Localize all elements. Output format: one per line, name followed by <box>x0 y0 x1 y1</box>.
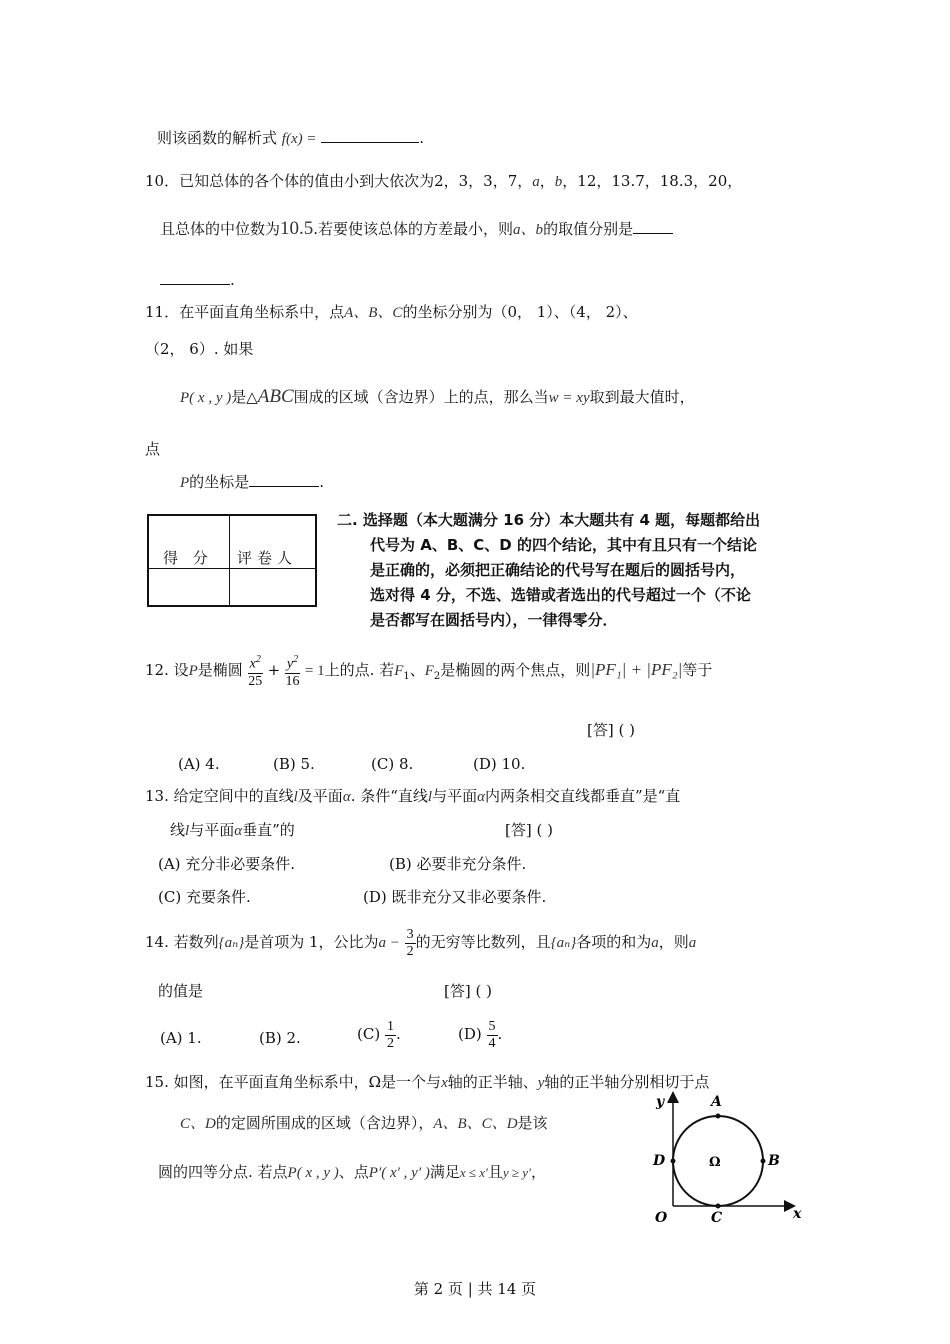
q13-alpha: α <box>234 823 243 839</box>
q15-P: P( x , y ) <box>287 1165 339 1181</box>
grade-table-divider <box>229 516 230 605</box>
q11-P: P( x , y ) <box>180 390 232 406</box>
label-x: x <box>793 1206 802 1222</box>
q11-blank <box>249 472 319 487</box>
q15-x: x <box>441 1075 448 1091</box>
q14-option-c-end: . <box>395 1025 401 1043</box>
q12-den25: 25 <box>248 673 263 689</box>
q11-P2: P <box>180 475 190 491</box>
q14-an: {aₙ} <box>550 935 577 951</box>
q13-text2c: 垂直”的 <box>242 821 295 839</box>
q11-text3d: 取到最大值时， <box>589 388 695 406</box>
q14-option-d-label: (D) <box>458 1025 482 1043</box>
q13-answer: [答] ( ) <box>505 821 553 839</box>
q15-text3a: 圆的四等分点. 若点 <box>158 1163 288 1181</box>
q12-sup: 2 <box>255 654 261 666</box>
q14-option-c-label: (C) <box>357 1025 381 1043</box>
q10-text2b: .若要使该总体的方差最小，则 <box>313 220 514 238</box>
q12-pre: 12. 设 <box>145 661 189 679</box>
q15-text1a: 15. 如图，在平面直角坐标系中，Ω是一个与 <box>145 1073 442 1091</box>
q9-tail <box>157 128 424 149</box>
q14-mid3: 各项的和为 <box>576 933 652 951</box>
q14-option-d-end: . <box>497 1025 503 1043</box>
q14-frac <box>405 927 416 960</box>
q14-option-b: (B) 2. <box>259 1029 301 1047</box>
q13-text1c: . 条件“直线 <box>350 787 428 805</box>
q12-den16: 16 <box>285 673 300 689</box>
q15-text3d: 且 <box>487 1163 503 1181</box>
q12-sep: 、 <box>409 661 425 679</box>
q14-an: {aₙ} <box>218 935 245 951</box>
q11-text5b: 的坐标是 <box>189 473 250 491</box>
q10-rest: ，12，13.7，18.3，20， <box>562 172 743 190</box>
q14-answer: [答] ( ) <box>444 982 492 1000</box>
q15-line2 <box>180 1113 548 1134</box>
q9-end: . <box>419 129 425 147</box>
q15-line3 <box>158 1162 546 1183</box>
label-C: C <box>711 1210 723 1226</box>
q12-pf: |PF₁| + |PF₂| <box>590 660 683 679</box>
section2-line: 是否都写在圆括号内），一律得零分． <box>370 611 618 629</box>
q11-text4: 点 <box>145 440 161 458</box>
q10-b: b <box>554 174 563 190</box>
q10-text2a: 且总体的中位数为 <box>160 220 281 238</box>
q14-mid2: 的无穷等比数列，且 <box>415 933 551 951</box>
q11-line5 <box>180 472 324 493</box>
q14-option-c-num: 1 <box>386 1018 394 1034</box>
q12-option-d: (D) 10. <box>473 755 526 773</box>
q12-mid3: 是椭圆的两个焦点，则 <box>440 661 591 679</box>
label-B: B <box>768 1153 780 1169</box>
point-A <box>716 1114 721 1119</box>
q10-blank1 <box>633 219 673 234</box>
q14-option-c-frac <box>385 1019 396 1052</box>
q12-P: P <box>188 663 198 679</box>
q15-text3c: 满足 <box>429 1163 460 1181</box>
q15-text2b: 的定圆所围成的区域（含边界）， <box>215 1114 434 1132</box>
q14-option-c <box>357 1016 401 1052</box>
q13-l: l <box>293 789 298 805</box>
q12-mid: 是椭圆 <box>197 661 243 679</box>
q10-a: a <box>532 174 540 190</box>
q10-end: . <box>230 271 235 289</box>
q13-text1b: 及平面 <box>297 787 343 805</box>
q10-text2c: 的取值分别是 <box>543 220 634 238</box>
q10-text1: 10．已知总体的各个体的值由小到大依次为2，3，3，7， <box>145 172 533 190</box>
q14-ratio-a: a − <box>378 935 400 951</box>
label-A: A <box>711 1094 722 1110</box>
q9-text: 则该函数的解析式 <box>157 129 278 147</box>
q14-option-d-num: 5 <box>488 1018 496 1034</box>
q13-line2 <box>170 820 295 841</box>
q12-line1: 12. 设P是椭圆 $\frac{x^2}{25}$ + $\frac{y^2}{16}$ = 1上的点. 若$F_1$、$F_2$是椭圆的两个焦点，则|PF₁| + |PF₂|等于 <box>145 654 713 689</box>
q10-sep: ， <box>539 172 555 190</box>
grade-grader-label: 评卷人 <box>237 549 298 567</box>
section2-title <box>337 508 797 633</box>
q12-end: 等于 <box>682 661 713 679</box>
q13-text2a: 线 <box>170 821 186 839</box>
section2-line: 是正确的，必须把正确结论的代号写在题后的圆括号内， <box>370 561 746 579</box>
q15-line1 <box>145 1072 709 1093</box>
label-omega: Ω <box>709 1155 721 1170</box>
q15-text1c: 轴的正半轴分别相切于点 <box>544 1073 710 1091</box>
q12-frac-x <box>248 652 263 690</box>
q11-line3 <box>180 387 695 408</box>
q13-l: l <box>427 789 433 805</box>
q10-ab: a、b <box>513 222 544 238</box>
q13-text1e: 内两条相交直线都垂直”是“直 <box>484 787 681 805</box>
q11-line1 <box>145 302 638 323</box>
q9-blank <box>321 128 419 143</box>
q13-alpha: α <box>477 789 485 805</box>
q14-option-d-den: 4 <box>488 1035 496 1051</box>
grade-table-row-divider <box>149 568 315 569</box>
grade-table <box>147 514 317 607</box>
q14-a: a <box>688 935 697 951</box>
q12-sub1: 1 <box>403 671 410 682</box>
q14-option-c-den: 2 <box>386 1035 394 1051</box>
q15-text3e: ， <box>530 1163 546 1181</box>
label-O: O <box>655 1210 668 1226</box>
q12-F1: F <box>394 663 404 679</box>
page-footer: 第 2 页 | 共 14 页 <box>413 1280 537 1298</box>
grade-score-label: 得 分 <box>163 549 213 567</box>
q12-y: y <box>286 656 294 672</box>
q14-option-a: (A) 1. <box>160 1029 202 1047</box>
point-C <box>716 1204 721 1209</box>
circle-figure <box>645 1088 810 1228</box>
q10-median: 10.5 <box>280 218 314 239</box>
q12-x: x <box>249 656 256 672</box>
q12-option-b: (B) 5. <box>273 755 315 773</box>
q11-points: A、B、C <box>344 305 403 321</box>
q13-text1d: 与平面 <box>432 787 478 805</box>
q15-cond1: x ≤ x′ <box>459 1165 488 1180</box>
point-B <box>761 1159 766 1164</box>
q14-line2: 的值是 <box>158 982 204 1000</box>
q14-a: a <box>651 935 659 951</box>
q14-num: 3 <box>406 926 414 942</box>
label-D: D <box>653 1153 666 1169</box>
q9-fx: f(x) = <box>281 131 317 147</box>
q14-pre: 14. 若数列 <box>145 933 219 951</box>
q11-text2: （2， 6）. 如果 <box>145 340 254 358</box>
q11-wxy: w = xy <box>548 390 590 406</box>
q15-text3b: 、点 <box>338 1163 369 1181</box>
q11-text3b: 是△ <box>231 388 258 406</box>
q11-line2 <box>145 339 253 359</box>
q12-sup: 2 <box>293 654 299 666</box>
q10-line1 <box>145 171 742 192</box>
q12-sub2: 2 <box>433 671 441 682</box>
q15-y: y <box>537 1075 545 1091</box>
q14-mid: 是首项为 1，公比为 <box>244 933 379 951</box>
q13-text2b: 与平面 <box>189 821 235 839</box>
q13-line1 <box>145 786 680 807</box>
q14-mid4: ，则 <box>658 933 689 951</box>
point-D <box>671 1159 676 1164</box>
q11-text1b: 的坐标分别为（0， 1）、（4， 2）、 <box>402 303 638 321</box>
q11-text3c: 围成的区域（含边界）上的点，那么当 <box>293 388 549 406</box>
q15-text1b: 轴的正半轴、 <box>447 1073 538 1091</box>
q14-option-d <box>458 1016 502 1052</box>
q15-CD: C、D <box>180 1116 216 1132</box>
q13-alpha: α <box>342 789 351 805</box>
q13-option-a: (A) 充分非必要条件. <box>158 855 296 873</box>
q12-F2: F <box>424 663 434 679</box>
q13-l: l <box>185 823 190 839</box>
q10-blank2 <box>160 270 230 285</box>
q14-den: 2 <box>406 943 414 959</box>
q14-line1 <box>145 924 696 961</box>
q12-answer: [答] ( ) <box>587 721 635 739</box>
q10-line3 <box>160 270 235 290</box>
q12-option-c: (C) 8. <box>371 755 414 773</box>
q11-line4 <box>145 439 160 459</box>
q14-option-d-frac <box>487 1019 498 1052</box>
q13-option-c: (C) 充要条件. <box>158 888 251 906</box>
q13-text1a: 13. 给定空间中的直线 <box>145 787 294 805</box>
q12-mid2: 上的点. 若 <box>324 661 395 679</box>
q11-end: . <box>319 473 324 491</box>
q12-frac-y <box>285 652 300 690</box>
q12-eq: = 1 <box>304 663 325 679</box>
q13-option-b: (B) 必要非充分条件. <box>389 855 527 873</box>
section2-line: 二. 选择题（本大题满分 16 分）本大题共有 4 题，每题都给出 <box>337 511 761 529</box>
q15-ABCD: A、B、C、D <box>433 1116 518 1132</box>
q11-text1a: 11．在平面直角坐标系中，点 <box>145 303 345 321</box>
label-y: y <box>656 1094 665 1110</box>
q11-ABC: ABC <box>257 386 294 407</box>
q13-option-d: (D) 既非充分又非必要条件. <box>363 888 547 906</box>
section2-line: 选对得 4 分，不选、选错或者选出的代号超过一个（不论 <box>370 586 751 604</box>
q12-option-a: (A) 4. <box>178 755 220 773</box>
section2-line: 代号为 A、B、C、D 的四个结论，其中有且只有一个结论 <box>370 536 757 554</box>
q10-line2 <box>160 219 673 240</box>
q15-cond2: y ≥ y′ <box>502 1165 531 1180</box>
q15-P-prime: P′( x′ , y′ ) <box>368 1165 430 1181</box>
q15-text2c: 是该 <box>517 1114 548 1132</box>
